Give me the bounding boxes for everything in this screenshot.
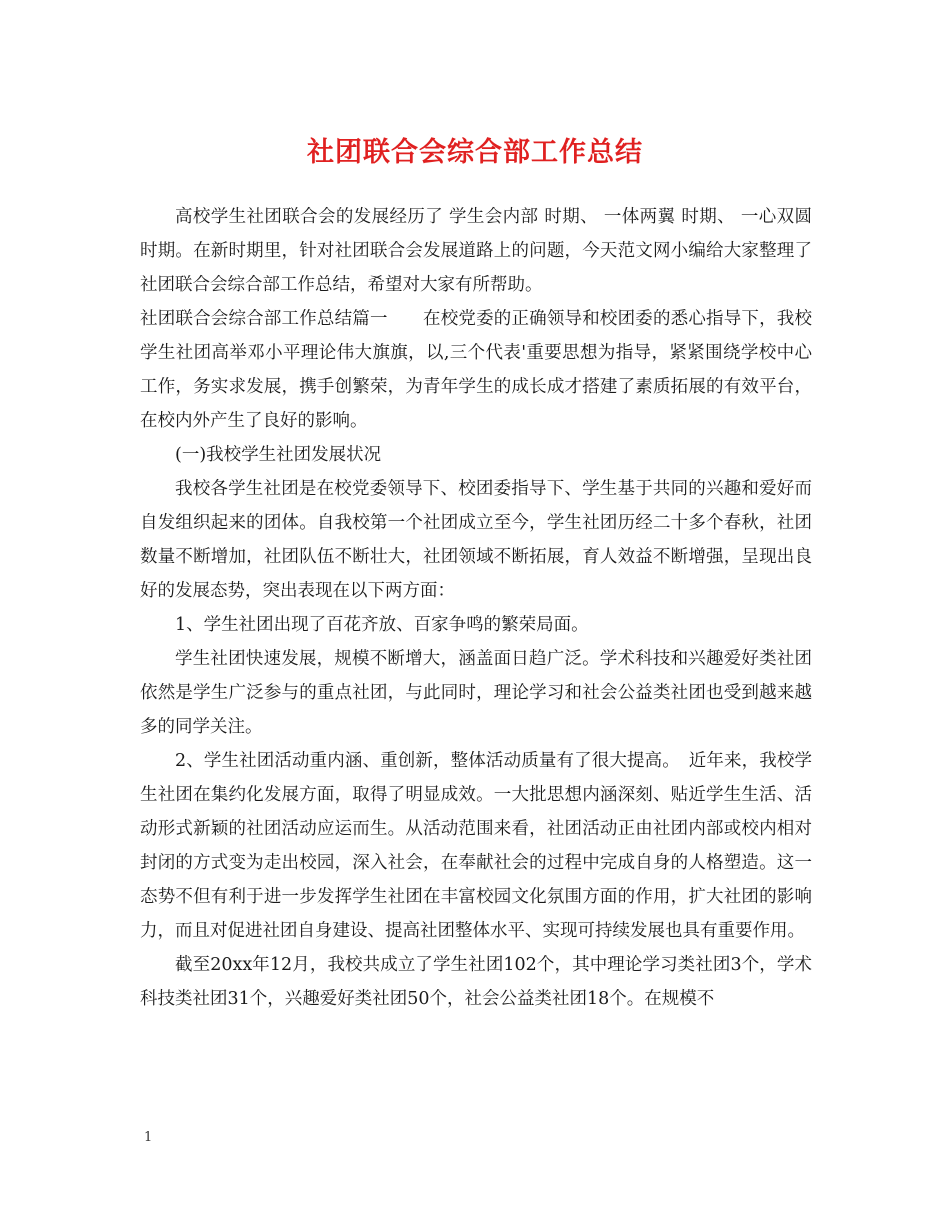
paragraph-intro: 高校学生社团联合会的发展经历了 学生会内部 时期、 一体两翼 时期、 一心双圆 时期。在新时期里，针对社团联合会发展道路上的问题，今天范文网小编给大家整理了社团联合会综合部工作总结，希望对大家有所帮助。 (140, 207, 812, 295)
paragraph-heading-status: (一)我校学生社团发展状况 (175, 445, 382, 465)
paragraph-development: 我校各学生社团是在校党委领导下、校团委指导下、学生基于共同的兴趣和爱好而自发组织起来的团体。自我校第一个社团成立至今，学生社团历经二十多个春秋，社团数量不断增加，社团队伍不断壮大，社团领域不断拓展，育人效益不断增强，呈现出良好的发展态势，突出表现在以下两方面： (140, 479, 812, 601)
paragraph-statistics: 截至20xx年12月，我校共成立了学生社团102个，其中理论学习类社团3个，学术科技类社团31个，兴趣爱好类社团50个，社会公益类社团18个。在规模不 (140, 955, 812, 1009)
paragraph-section-one: 社团联合会综合部工作总结篇一 在校党委的正确领导和校团委的悉心指导下，我校学生社团高举邓小平理论伟大旗旗，以,三个代表'重要思想为指导，紧紧围绕学校中心工作，务实求发展，携手创繁荣，为青年学生的成长成才搭建了素质拓展的有效平台，在校内外产生了良好的影响。 (140, 309, 812, 431)
page-number: 1 (144, 1130, 153, 1145)
document-title: 社团联合会综合部工作总结 (307, 137, 643, 168)
document-body (140, 200, 812, 1016)
paragraph-point-one: 1、学生社团出现了百花齐放、百家争鸣的繁荣局面。 (175, 615, 589, 635)
paragraph-growth: 学生社团快速发展，规模不断增大，涵盖面日趋广泛。学术科技和兴趣爱好类社团依然是学生广泛参与的重点社团，与此同时，理论学习和社会公益类社团也受到越来越多的同学关注。 (140, 649, 812, 737)
paragraph-point-two: 2、学生社团活动重内涵、重创新，整体活动质量有了很大提高。 近年来，我校学生社团在集约化发展方面，取得了明显成效。一大批思想内涵深刻、贴近学生生活、活动形式新颖的社团活动应运而生。从活动范围来看，社团活动正由社团内部或校内相对封闭的方式变为走出校园，深入社会，在奉献社会的过程中完成自身的人格塑造。这一态势不但有利于进一步发挥学生社团在丰富校园文化氛围方面的作用，扩大社团的影响力，而且对促进社团自身建设、提高社团整体水平、实现可持续发展也具有重要作用。 (140, 751, 812, 941)
